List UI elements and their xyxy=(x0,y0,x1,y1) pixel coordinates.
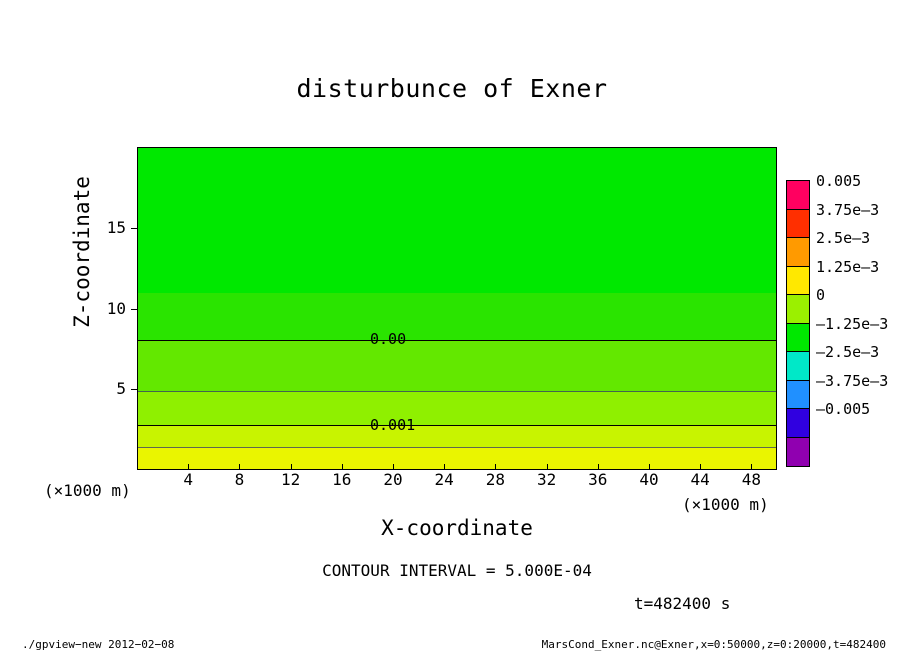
x-tick-label: 8 xyxy=(234,470,245,489)
y-tick-label: 10 xyxy=(106,298,126,318)
colorbar-cell xyxy=(787,438,809,467)
x-tick-label: 20 xyxy=(383,470,403,489)
colorbar-cell xyxy=(787,210,809,239)
footer-right: MarsCond_Exner.nc@Exner,x=0:50000,z=0:20000,t=482400 xyxy=(541,638,886,651)
colorbar-label: –0.005 xyxy=(816,400,871,418)
y-tick-label: 5 xyxy=(116,379,126,399)
colorbar-label: 1.25e–3 xyxy=(816,257,880,276)
colorbar-cell xyxy=(787,352,809,381)
contour-band xyxy=(138,148,776,293)
y-tick-label: 15 xyxy=(106,217,126,237)
contour-line xyxy=(138,425,776,426)
x-tick-label: 16 xyxy=(332,470,352,489)
colorbar-cell xyxy=(787,324,809,353)
y-tick-mark xyxy=(131,309,137,310)
colorbar-cell xyxy=(787,295,809,324)
x-tick-label: 32 xyxy=(536,470,557,489)
colorbar xyxy=(786,180,810,467)
x-tick-label: 40 xyxy=(639,470,659,489)
contour-line xyxy=(138,340,776,341)
contour-band xyxy=(138,426,776,448)
colorbar-cell xyxy=(787,381,809,410)
contour-band xyxy=(138,392,776,426)
colorbar-label: –2.5e–3 xyxy=(816,343,880,361)
colorbar-cell xyxy=(787,267,809,296)
contour-label: 0.00 xyxy=(370,330,407,349)
colorbar-label: 3.75e–3 xyxy=(816,200,880,219)
x-tick-label: 48 xyxy=(741,470,762,489)
contour-band xyxy=(138,340,776,392)
colorbar-label: –1.25e–3 xyxy=(816,314,889,333)
x-tick-label: 28 xyxy=(485,470,506,489)
x-axis-title: X-coordinate xyxy=(381,516,533,540)
contour-fill xyxy=(138,148,776,469)
colorbar-cell xyxy=(787,409,809,438)
x-tick-label: 24 xyxy=(434,470,454,489)
x-tick-label: 44 xyxy=(690,470,710,489)
colorbar-label: –3.75e–3 xyxy=(816,371,889,390)
chart-title: disturbunce of Exner xyxy=(296,74,608,103)
x-tick-label: 4 xyxy=(183,470,193,489)
y-axis-title: Z-coordinate xyxy=(70,176,94,328)
contour-band xyxy=(138,293,776,340)
x-tick-label: 12 xyxy=(280,470,301,489)
x-axis-unit-right: (×1000 m) xyxy=(682,495,769,514)
contour-label: 0.001 xyxy=(370,415,416,434)
colorbar-cell xyxy=(787,238,809,267)
plot-area xyxy=(137,147,777,470)
x-axis-unit-left: (×1000 m) xyxy=(44,481,131,500)
colorbar-label: 2.5e–3 xyxy=(816,229,871,247)
contour-line xyxy=(138,391,776,392)
colorbar-label: 0.005 xyxy=(816,172,862,190)
contour-band xyxy=(138,448,776,470)
contour-interval-label: CONTOUR INTERVAL = 5.000E-04 xyxy=(322,561,592,580)
contour-line xyxy=(138,447,776,448)
footer-left: ./gpview−new 2012−02−08 xyxy=(22,638,175,651)
y-tick-mark xyxy=(131,228,137,229)
colorbar-cell xyxy=(787,181,809,210)
x-tick-label: 36 xyxy=(588,470,608,489)
colorbar-label: 0 xyxy=(816,286,826,304)
y-tick-mark xyxy=(131,389,137,390)
time-label: t=482400 s xyxy=(634,594,731,613)
